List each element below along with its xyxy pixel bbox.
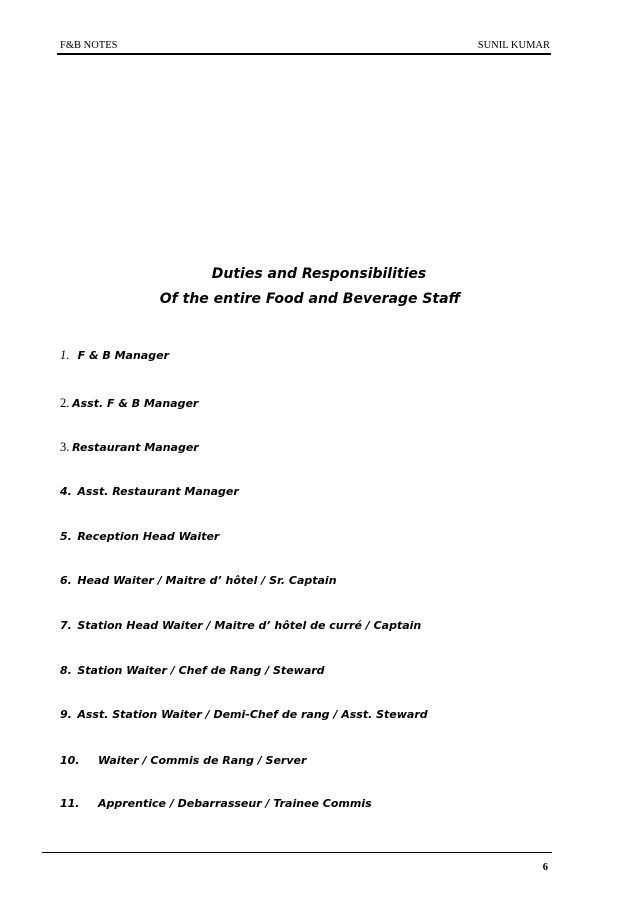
list-item-6 [60,574,337,587]
list-item-number: 3. [60,440,70,454]
title-line-1: Duties and Responsibilities [211,266,427,282]
list-item-text: Asst. Restaurant Manager [77,485,239,498]
list-item-number: 5. [60,530,72,543]
list-item-2 [60,396,198,411]
header-left-text: F&B NOTES [60,40,118,51]
list-item-number: 11. [60,797,80,810]
list-item-text: Asst. F & B Manager [72,397,199,410]
list-item-9 [60,708,428,721]
list-item-text: F & B Manager [77,349,169,362]
list-item-number: 4. [60,485,72,498]
list-item-number: 8. [60,664,72,677]
title-line-2: Of the entire Food and Beverage Staff [159,291,461,307]
list-item-number: 7. [60,619,72,632]
list-item-number: 1. [60,348,70,362]
list-item-text: Waiter / Commis de Rang / Server [98,754,307,767]
list-item-10 [60,754,306,767]
list-item-5 [60,530,219,543]
list-item-8 [60,664,325,677]
list-item-text: Head Waiter / Maitre d’ hôtel / Sr. Captain [77,574,337,587]
list-item-text: Restaurant Manager [72,441,199,454]
list-item-text: Apprentice / Debarrasseur / Trainee Commis [98,797,372,810]
page-number: 6 [542,862,548,873]
list-item-1 [60,348,169,363]
header-right-text: SUNIL KUMAR [477,40,550,51]
list-item-text: Station Waiter / Chef de Rang / Steward [77,664,325,677]
list-item-text: Reception Head Waiter [77,530,220,543]
list-item-4 [60,485,239,498]
footer-rule [42,852,552,853]
list-item-text: Station Head Waiter / Maitre d’ hôtel de curré / Captain [77,619,422,632]
list-item-text: Asst. Station Waiter / Demi-Chef de rang / Asst. Steward [77,708,428,721]
list-item-number: 10. [60,754,80,767]
list-item-7 [60,619,421,632]
list-item-11 [60,797,372,810]
list-item-number: 6. [60,574,72,587]
list-item-number: 2. [60,396,70,410]
list-item-number: 9. [60,708,72,721]
list-item-3 [60,440,199,455]
header-rule [57,53,551,55]
